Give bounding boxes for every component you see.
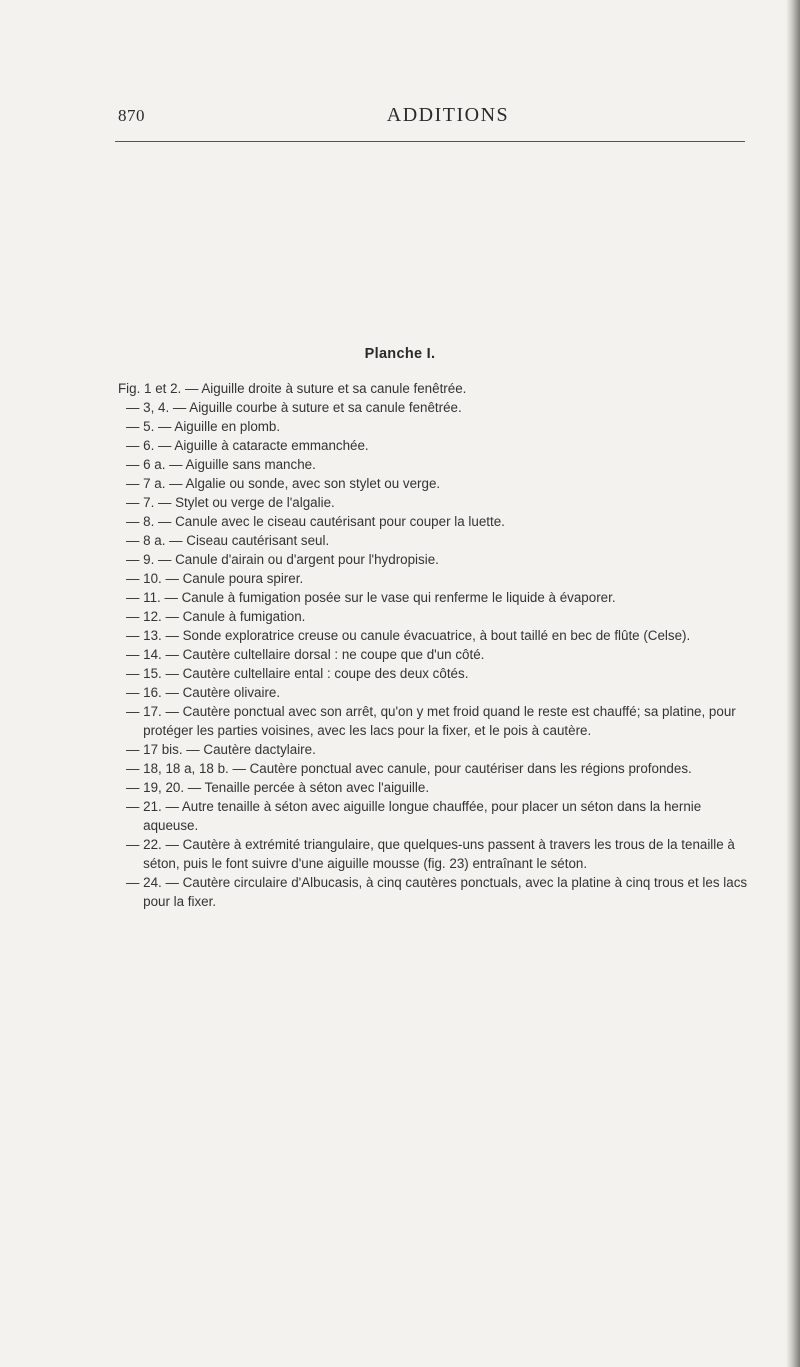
entry-prefix: — bbox=[126, 495, 144, 510]
entry-prefix: — bbox=[126, 514, 144, 529]
entry-prefix: — bbox=[126, 438, 144, 453]
entry-prefix: — bbox=[126, 704, 144, 719]
legend-entry bbox=[118, 379, 758, 398]
entry-text: 15. — Cautère cultellaire ental : coupe des deux côtés. bbox=[143, 666, 469, 681]
entry-prefix: — bbox=[126, 609, 144, 624]
entry-prefix: — bbox=[126, 875, 144, 890]
legend-entry bbox=[118, 531, 758, 550]
entry-text: 24. — Cautère circulaire d'Albucasis, à cinq cautères ponctuals, avec la platine à cinq trous et les lacs pour la fixer. bbox=[143, 875, 748, 909]
entry-text: 14. — Cautère cultellaire dorsal : ne coupe que d'un côté. bbox=[143, 647, 485, 662]
entry-text: 17 bis. — Cautère dactylaire. bbox=[143, 742, 316, 757]
entry-prefix: — bbox=[126, 685, 144, 700]
legend-entry bbox=[118, 683, 758, 702]
legend-entry bbox=[118, 436, 758, 455]
entry-prefix: — bbox=[126, 590, 144, 605]
legend-entry bbox=[118, 645, 758, 664]
entry-text: 13. — Sonde exploratrice creuse ou canule évacuatrice, à bout taillé en bec de flûte (Celse). bbox=[143, 628, 691, 643]
entry-prefix: — bbox=[126, 552, 144, 567]
entry-text: 1 et 2. — Aiguille droite à suture et sa canule fenêtrée. bbox=[144, 381, 467, 396]
entry-prefix: — bbox=[126, 419, 144, 434]
legend-entry bbox=[118, 664, 758, 683]
legend-entry bbox=[118, 493, 758, 512]
entry-text: 5. — Aiguille en plomb. bbox=[143, 419, 281, 434]
legend-entry bbox=[118, 588, 758, 607]
entry-text: 6 a. — Aiguille sans manche. bbox=[143, 457, 316, 472]
entry-prefix: — bbox=[126, 533, 144, 548]
legend-entry bbox=[118, 797, 758, 835]
legend-entry bbox=[118, 455, 758, 474]
legend-entry bbox=[118, 759, 758, 778]
page-binding-edge bbox=[786, 0, 800, 1367]
entry-text: 6. — Aiguille à cataracte emmanchée. bbox=[143, 438, 369, 453]
legend-entry bbox=[118, 550, 758, 569]
entry-text: 8 a. — Ciseau cautérisant seul. bbox=[143, 533, 330, 548]
entry-text: 7 a. — Algalie ou sonde, avec son stylet ou verge. bbox=[143, 476, 441, 491]
legend-entry bbox=[118, 740, 758, 759]
entry-text: 18, 18 a, 18 b. — Cautère ponctual avec canule, pour cautériser dans les régions profondes. bbox=[143, 761, 692, 776]
entry-prefix: — bbox=[126, 780, 144, 795]
entry-text: 9. — Canule d'airain ou d'argent pour l'hydropisie. bbox=[143, 552, 439, 567]
page-number: 870 bbox=[118, 106, 145, 125]
page-header bbox=[118, 100, 778, 132]
entry-text: 21. — Autre tenaille à séton avec aiguille longue chauffée, pour placer un séton dans la hernie aqueuse. bbox=[143, 799, 702, 833]
entry-prefix: — bbox=[126, 647, 144, 662]
entry-prefix: Fig. bbox=[118, 381, 145, 396]
entry-prefix: — bbox=[126, 628, 144, 643]
entry-text: 10. — Canule poura spirer. bbox=[143, 571, 304, 586]
legend-entry bbox=[118, 873, 758, 911]
entry-prefix: — bbox=[126, 457, 144, 472]
entry-text: 7. — Stylet ou verge de l'algalie. bbox=[143, 495, 335, 510]
entry-prefix: — bbox=[126, 571, 144, 586]
entry-text: 22. — Cautère à extrémité triangulaire, que quelques-uns passent à travers les trous de la tenaille à séton, puis le font suivre d'une aiguille mousse (fig. 23) entraînant le séton. bbox=[143, 837, 735, 871]
entry-prefix: — bbox=[126, 761, 144, 776]
entry-prefix: — bbox=[126, 799, 144, 814]
entry-prefix: — bbox=[126, 742, 144, 757]
legend-entry bbox=[118, 474, 758, 493]
legend-entry bbox=[118, 398, 758, 417]
figure-legend bbox=[118, 379, 758, 911]
entry-text: 8. — Canule avec le ciseau cautérisant pour couper la luette. bbox=[143, 514, 505, 529]
entry-prefix: — bbox=[126, 666, 144, 681]
legend-entry bbox=[118, 569, 758, 588]
legend-entry bbox=[118, 778, 758, 797]
legend-entry bbox=[118, 626, 758, 645]
legend-entry bbox=[118, 512, 758, 531]
entry-text: 12. — Canule à fumigation. bbox=[143, 609, 306, 624]
header-rule bbox=[115, 141, 745, 142]
entry-prefix: — bbox=[126, 476, 144, 491]
entry-prefix: — bbox=[126, 837, 144, 852]
entry-text: 16. — Cautère olivaire. bbox=[143, 685, 281, 700]
entry-text: 19, 20. — Tenaille percée à séton avec l'aiguille. bbox=[143, 780, 430, 795]
entry-text: 11. — Canule à fumigation posée sur le vase qui renferme le liquide à évaporer. bbox=[143, 590, 616, 605]
plate-title: Planche I. bbox=[364, 346, 436, 362]
legend-entry bbox=[118, 702, 758, 740]
entry-text: 17. — Cautère ponctual avec son arrêt, qu'on y met froid quand le reste est chauffé; sa platine, pour protéger les parties voisines, avec les lacs pour la fixer, et le pois à cautère. bbox=[143, 704, 736, 738]
legend-entry bbox=[118, 607, 758, 626]
entry-text: 3, 4. — Aiguille courbe à suture et sa canule fenêtrée. bbox=[143, 400, 462, 415]
entry-prefix: — bbox=[126, 400, 144, 415]
running-title: ADDITIONS bbox=[386, 104, 510, 126]
legend-entry bbox=[118, 835, 758, 873]
legend-entry bbox=[118, 417, 758, 436]
